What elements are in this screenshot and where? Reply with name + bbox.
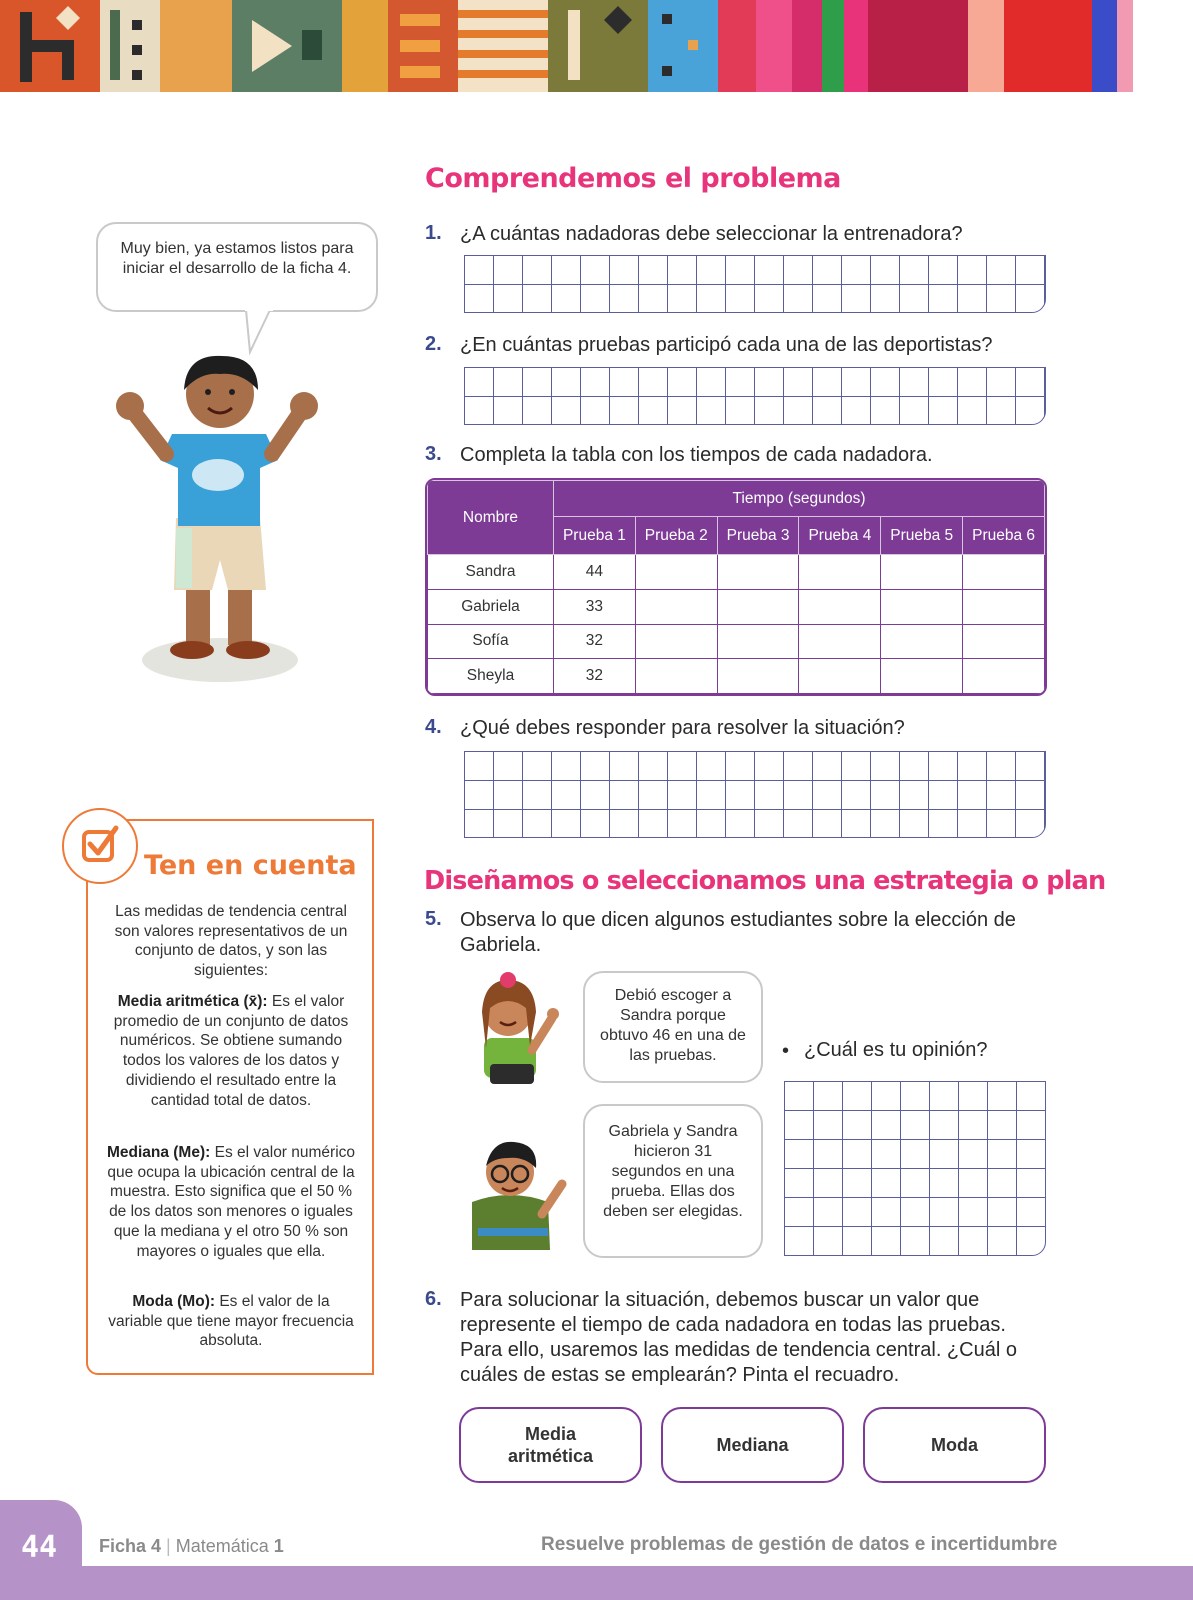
footer-ficha: Ficha 4 | Matemática 1 [99,1536,284,1556]
time-cell: 32 [554,659,636,694]
question-5-number: 5. [425,908,442,930]
tip-mediana-text: Es el valor numérico que ocupa la ubicación central de la muestra. Esto significa que el 50 % de los datos son menores o iguales que la mediana y el otro 50 % son mayores o iguales que ella. [107,1144,356,1260]
table-row [428,589,1045,624]
time-cell-empty[interactable] [717,589,799,624]
option-mediana[interactable] [661,1407,844,1483]
time-cell-empty[interactable] [635,659,717,694]
time-cell-empty[interactable] [799,589,881,624]
question-3-text: Completa la tabla con los tiempos de cada nadadora. [460,444,933,466]
time-cell-empty[interactable] [635,589,717,624]
question-6-number: 6. [425,1288,442,1310]
swimmer-name: Sheyla [428,659,554,694]
opinion-bullet: • [782,1040,790,1062]
tip-title: Ten en cuenta [144,850,357,881]
time-cell-empty[interactable] [963,624,1045,659]
tip-moda-term: Moda (Mo): [132,1293,216,1310]
option-label: Moda [931,1435,978,1455]
option-moda[interactable] [863,1407,1046,1483]
times-table [425,478,1047,696]
speech-bubble-tail [240,308,280,356]
girl-speech-bubble [583,971,763,1083]
question-6-text: Para solucionar la situación, debemos buscar un valor que represente el tiempo de cada nadadora en todas las pruebas. Para ello, usaremos las medidas de tendencia central. ¿Cuál o cuáles de estas se emplearán? Pinta el recuadro. [460,1289,1017,1386]
tip-moda [106,1292,356,1351]
time-cell: 33 [554,589,636,624]
question-2-number: 2. [425,333,442,355]
footer-bar [0,1566,1193,1600]
tip-badge [62,808,138,884]
footer-competency: Resuelve problemas de gestión de datos e incertidumbre [541,1534,1058,1555]
section-title-disenamos: Diseñamos o seleccionamos una estrategia o plan [424,866,1106,896]
table-header-prueba: Prueba 1 [554,517,636,555]
time-cell-empty[interactable] [799,555,881,590]
table-row [428,555,1045,590]
time-cell-empty[interactable] [717,659,799,694]
opinion-question: ¿Cuál es tu opinión? [804,1039,988,1061]
time-cell-empty[interactable] [963,589,1045,624]
table-header-name: Nombre [428,481,554,555]
question-3-number: 3. [425,443,442,465]
time-cell-empty[interactable] [717,624,799,659]
time-cell-empty[interactable] [881,624,963,659]
time-cell-empty[interactable] [635,624,717,659]
checkbox-icon [64,810,136,882]
time-cell-empty[interactable] [799,659,881,694]
footer-subject-num: 1 [273,1536,284,1556]
option-media-aritmetica[interactable] [459,1407,642,1483]
swimmer-name: Sofía [428,624,554,659]
time-cell-empty[interactable] [717,555,799,590]
page-number: 44 [20,1530,58,1565]
tip-intro: Las medidas de tendencia central son valores representativos de un conjunto de datos, y son las siguientes: [114,903,348,980]
time-cell-empty[interactable] [635,555,717,590]
question-5-text: Observa lo que dicen algunos estudiantes sobre la elección de Gabriela. [460,909,1016,956]
time-cell-empty[interactable] [799,624,881,659]
option-label: Mediana [716,1435,789,1455]
speech-bubble [96,222,378,312]
time-cell: 44 [554,555,636,590]
textile-banner [0,0,1193,92]
table-row [428,659,1045,694]
answer-grid-2[interactable] [464,367,1046,425]
question-2-text: ¿En cuántas pruebas participó cada una de las deportistas? [460,334,993,356]
time-cell-empty[interactable] [881,589,963,624]
footer-subject: Matemática [175,1536,269,1556]
table-header-prueba: Prueba 2 [635,517,717,555]
time-cell-empty[interactable] [881,659,963,694]
table-header-prueba: Prueba 5 [881,517,963,555]
boy-quote: Gabriela y Sandra hicieron 31 segundos en una prueba. Ellas dos deben ser elegidas. [603,1123,743,1220]
girl-quote: Debió escoger a Sandra porque obtuvo 46 en una de las pruebas. [600,987,746,1064]
tip-moda-text: Es el valor de la variable que tiene mayor frecuencia absoluta. [108,1293,354,1350]
question-4-text: ¿Qué debes responder para resolver la situación? [460,717,905,739]
girl-illustration [456,968,566,1086]
table-row [428,624,1045,659]
boy-illustration [110,350,330,695]
table-header-prueba: Prueba 4 [799,517,881,555]
time-cell-empty[interactable] [963,659,1045,694]
table-header-prueba: Prueba 6 [963,517,1045,555]
speech-bubble-text: Muy bien, ya estamos listos para iniciar el desarrollo de la ficha 4. [120,240,354,277]
opinion-answer-grid[interactable] [784,1081,1046,1256]
boy-speech-bubble [583,1104,763,1258]
tip-media [106,992,356,1110]
table-header-group: Tiempo (segundos) [554,481,1045,517]
tip-media-text: Es el valor promedio de un conjunto de datos numéricos. Se obtiene sumando todos los valores de los datos y dividiendo el resultado entre la cantidad total de datos. [113,993,349,1109]
table-header-prueba: Prueba 3 [717,517,799,555]
question-1-number: 1. [425,222,442,244]
question-4-number: 4. [425,716,442,738]
time-cell-empty[interactable] [881,555,963,590]
answer-grid-1[interactable] [464,255,1046,313]
swimmer-name: Sandra [428,555,554,590]
answer-grid-4[interactable] [464,751,1046,838]
tip-mediana [106,1143,356,1261]
option-label: Media aritmética [507,1424,594,1466]
time-cell-empty[interactable] [963,555,1045,590]
tip-media-term: Media aritmética (x̄): [117,993,268,1010]
section-title-comprendemos: Comprendemos el problema [425,163,841,194]
boy-glasses-illustration [458,1132,568,1250]
tip-mediana-term: Mediana (Me): [106,1144,211,1161]
footer-ficha-label: Ficha 4 [99,1536,162,1556]
swimmer-name: Gabriela [428,589,554,624]
time-cell: 32 [554,624,636,659]
question-1-text: ¿A cuántas nadadoras debe seleccionar la entrenadora? [460,223,963,245]
